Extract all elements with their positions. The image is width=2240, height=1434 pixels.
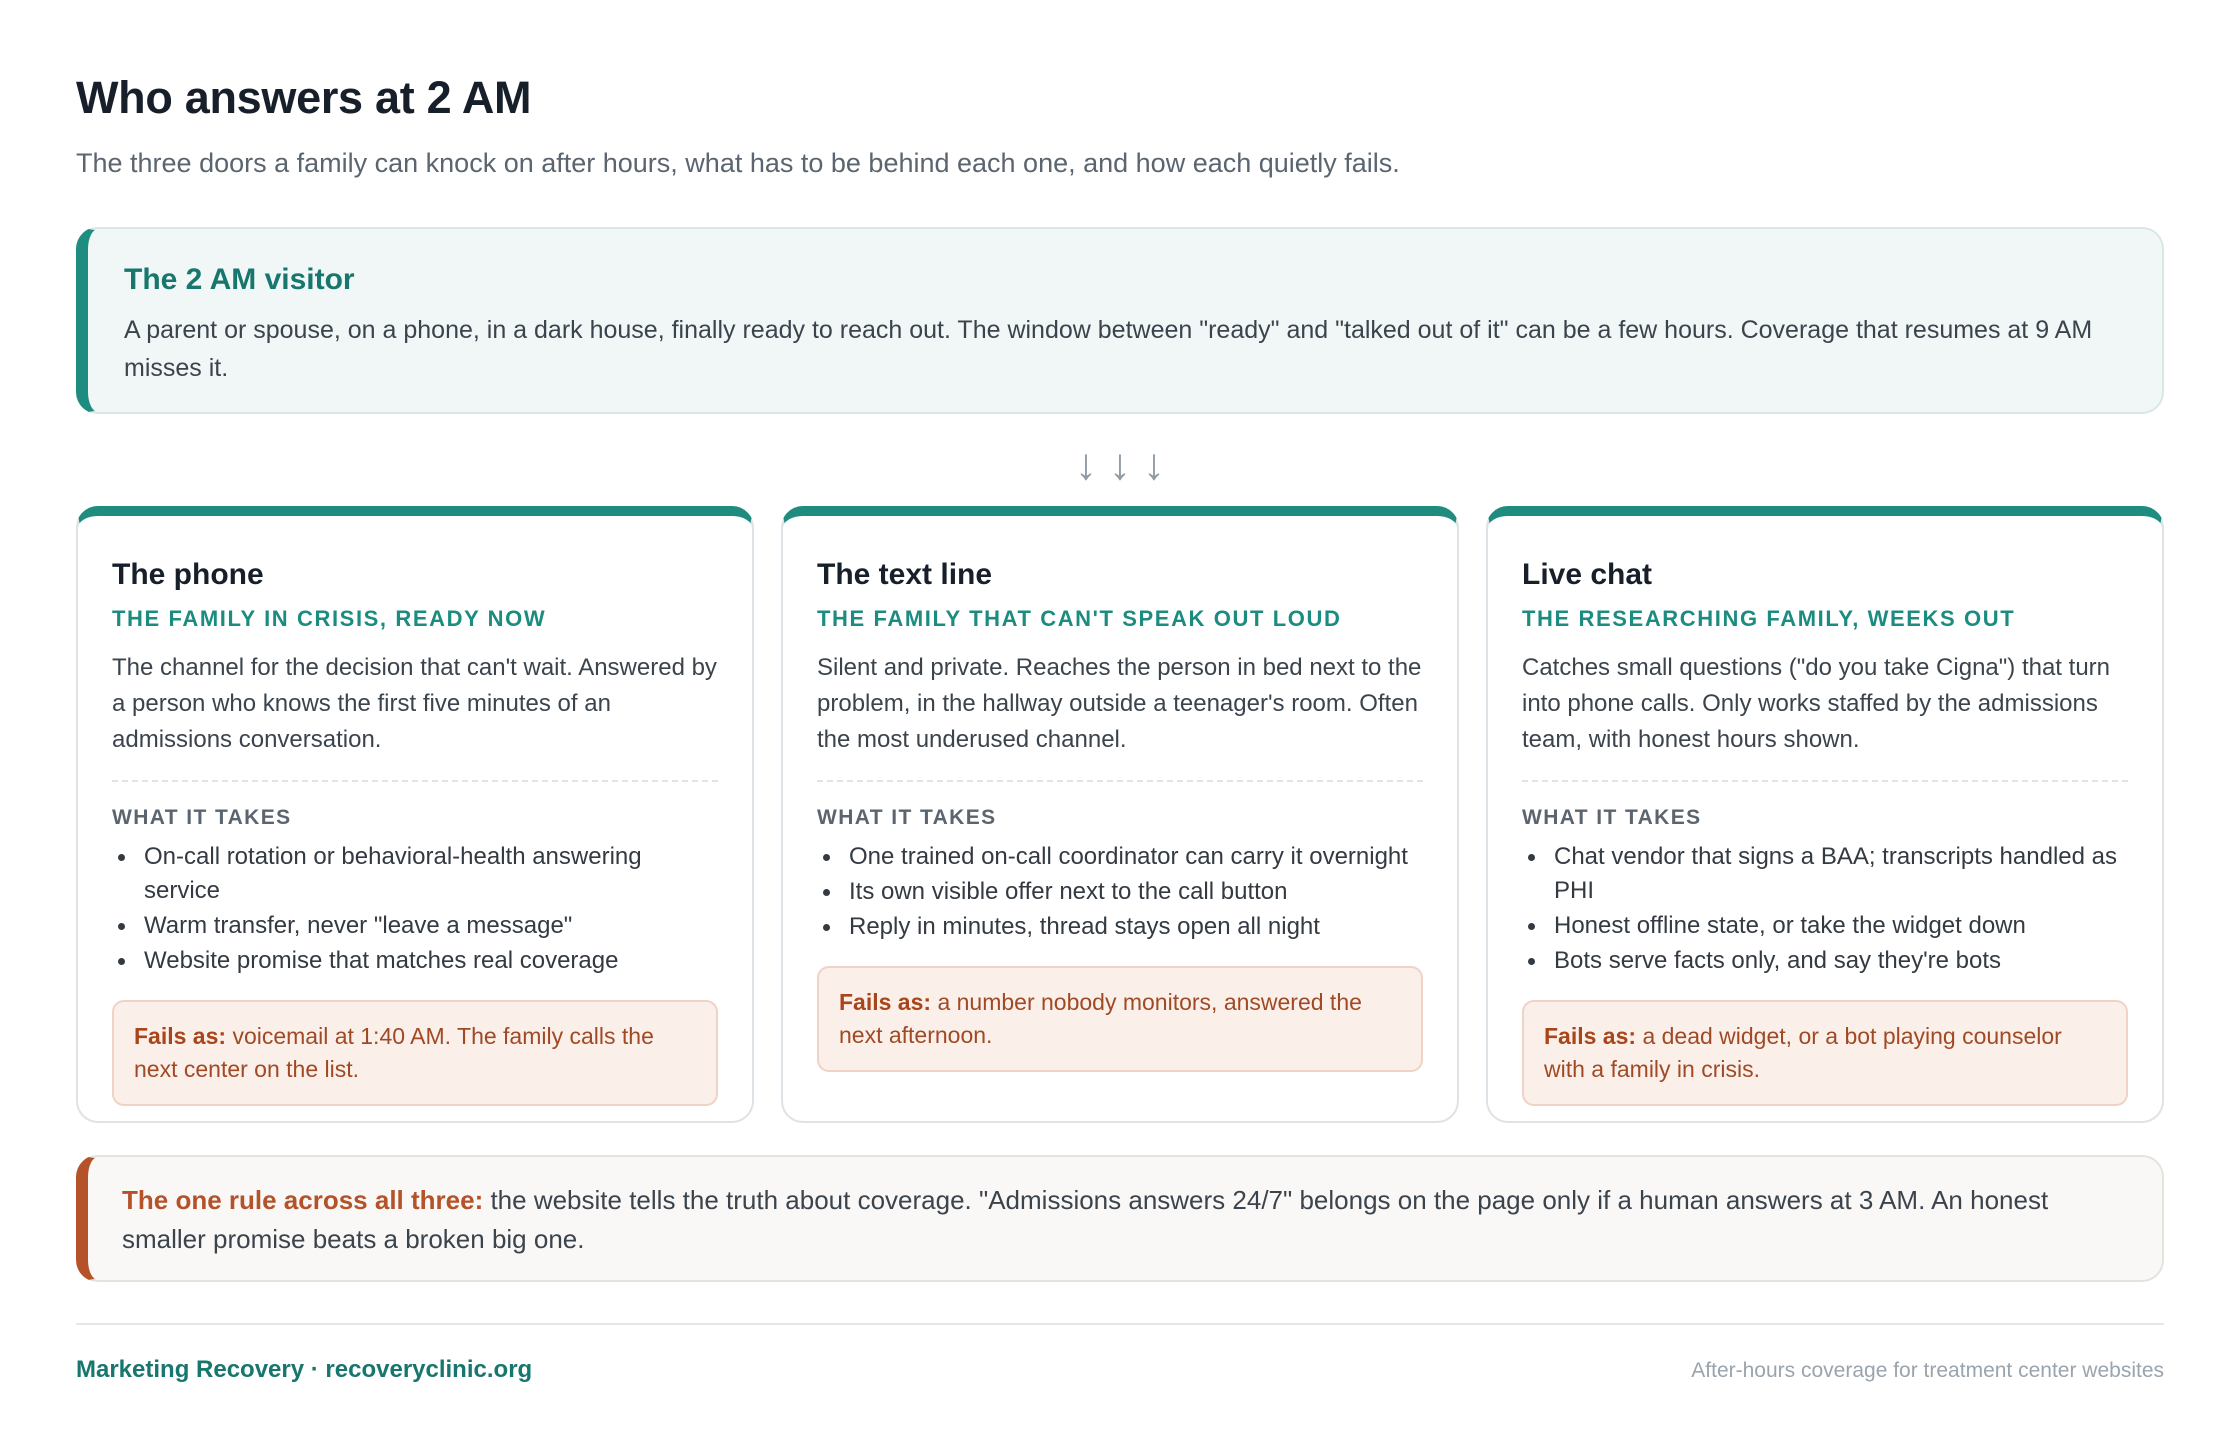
card-audience: THE FAMILY IN CRISIS, READY NOW xyxy=(112,606,547,631)
footer-brand: Marketing Recovery · recoveryclinic.org xyxy=(76,1356,533,1383)
takes-item: On-call rotation or behavioral-health answering service xyxy=(112,840,718,908)
card-title: Live chat xyxy=(1522,558,1653,591)
visitor-body: A parent or spouse, on a phone, in a dark house, finally ready to reach out. The window between "ready" and "talked out of it" can be a few hours. Coverage that resumes at 9 AM misses it. xyxy=(124,316,2093,382)
card-description: Silent and private. Reaches the person in bed next to the problem, in the hallway outside a teenager's room. Often the most underused channel. xyxy=(817,650,1423,782)
footer-divider xyxy=(76,1323,2164,1325)
takes-item: Bots serve facts only, and say they're bots xyxy=(1522,944,2128,978)
footer-caption: After-hours coverage for treatment center websites xyxy=(1691,1359,2164,1382)
rule-lead: The one rule across all three: xyxy=(122,1185,484,1215)
takes-item: Honest offline state, or take the widget down xyxy=(1522,909,2128,943)
card-text-line xyxy=(781,506,1459,1123)
takes-item: Website promise that matches real coverage xyxy=(112,944,718,978)
fails-box xyxy=(112,1000,718,1106)
card-phone xyxy=(76,506,754,1123)
takes-item: Its own visible offer next to the call button xyxy=(817,875,1423,909)
card-live-chat xyxy=(1486,506,2164,1123)
takes-label: WHAT IT TAKES xyxy=(1522,806,1702,829)
fails-label: Fails as: xyxy=(839,989,932,1015)
takes-list xyxy=(1522,840,2128,978)
rule-callout xyxy=(76,1155,2164,1282)
fails-box xyxy=(1522,1000,2128,1106)
takes-label: WHAT IT TAKES xyxy=(817,806,997,829)
card-title: The phone xyxy=(112,558,264,591)
fails-text: a number nobody monitors, answered the next afternoon. xyxy=(839,989,1362,1048)
channel-cards xyxy=(76,506,2164,1123)
card-title: The text line xyxy=(817,558,993,591)
visitor-callout xyxy=(76,227,2164,414)
rule-body: the website tells the truth about coverage. "Admissions answers 24/7" belongs on the page only if a human answers at 3 AM. An honest smaller promise beats a broken big one. xyxy=(122,1185,2049,1254)
takes-label: WHAT IT TAKES xyxy=(112,806,292,829)
card-description: The channel for the decision that can't wait. Answered by a person who knows the first five minutes of an admissions conversation. xyxy=(112,650,718,782)
takes-item: Warm transfer, never "leave a message" xyxy=(112,909,718,943)
takes-list xyxy=(112,840,718,978)
takes-item: One trained on-call coordinator can carry it overnight xyxy=(817,840,1423,874)
takes-item: Chat vendor that signs a BAA; transcripts handled as PHI xyxy=(1522,840,2128,908)
card-audience: THE RESEARCHING FAMILY, WEEKS OUT xyxy=(1522,606,2016,631)
card-audience: THE FAMILY THAT CAN'T SPEAK OUT LOUD xyxy=(817,606,1342,631)
down-arrows-icon: ↓↓↓ xyxy=(1075,440,1177,489)
fails-label: Fails as: xyxy=(1544,1023,1637,1049)
visitor-title: The 2 AM visitor xyxy=(124,263,355,296)
fails-text: a dead widget, or a bot playing counselor with a family in crisis. xyxy=(1544,1023,2062,1082)
fails-box xyxy=(817,966,1423,1072)
card-description: Catches small questions ("do you take Cigna") that turn into phone calls. Only works staffed by the admissions team, with honest hours shown. xyxy=(1522,650,2128,782)
fails-label: Fails as: xyxy=(134,1023,227,1049)
takes-item: Reply in minutes, thread stays open all night xyxy=(817,910,1423,944)
page-title: Who answers at 2 AM xyxy=(76,72,532,123)
fails-text: voicemail at 1:40 AM. The family calls the next center on the list. xyxy=(134,1023,654,1082)
takes-list xyxy=(817,840,1423,944)
page-subtitle: The three doors a family can knock on after hours, what has to be behind each one, and how each quietly fails. xyxy=(76,148,1400,178)
